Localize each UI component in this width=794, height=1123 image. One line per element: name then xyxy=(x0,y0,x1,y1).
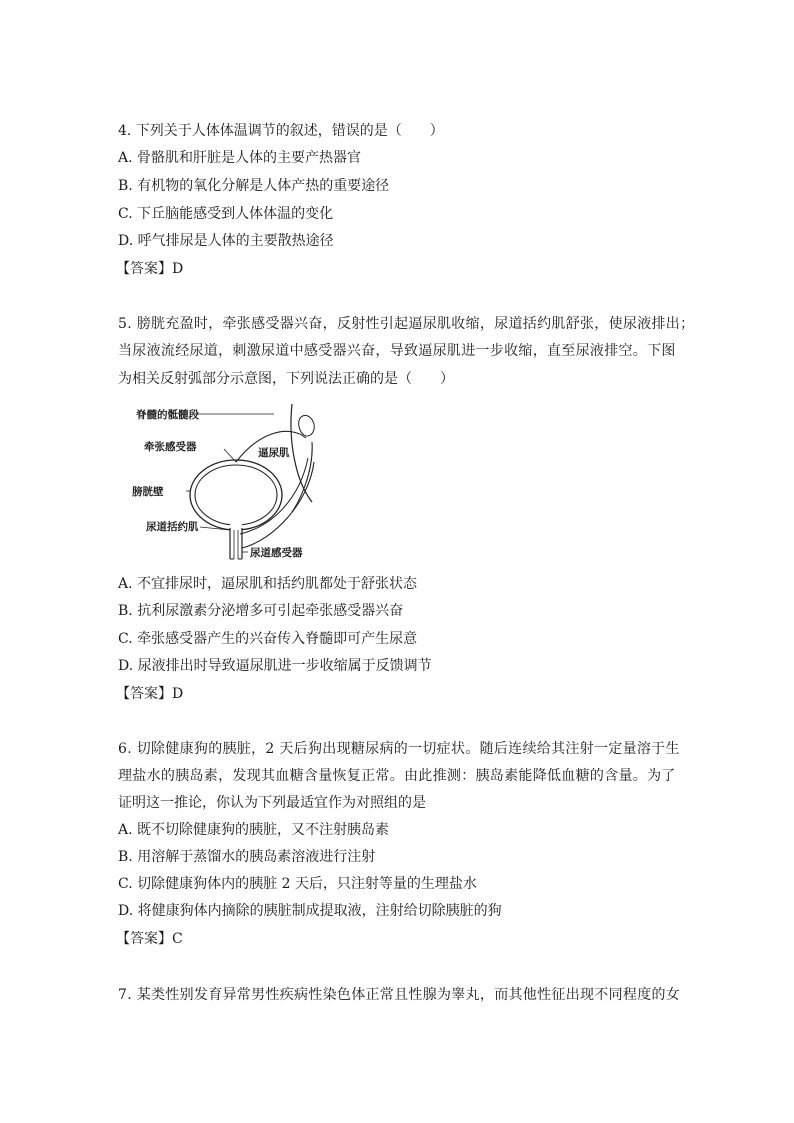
question-5-stem-line-2: 当尿液流经尿道，刺激尿道中感受器兴奋，导致逼尿肌进一步收缩，直至尿液排空。下图 xyxy=(118,343,676,359)
question-5-option-b: B. 抗利尿激素分泌增多可引起牵张感受器兴奋 xyxy=(118,603,404,619)
question-4-option-a: A. 骨骼肌和肝脏是人体的主要产热器官 xyxy=(118,150,362,166)
question-6-answer: 【答案】C xyxy=(116,931,183,947)
label-urethral-sphincter: 尿道括约肌 xyxy=(146,521,199,533)
sphincter-fibre xyxy=(240,458,308,534)
question-5-stem-line-1: 5. 膀胱充盈时，牵张感受器兴奋，反射性引起逼尿肌收缩，尿道括约肌舒张，使尿液排出； xyxy=(118,316,695,332)
question-4-option-b: B. 有机物的氧化分解是人体产热的重要途径 xyxy=(118,178,390,194)
question-5-option-c: C. 牵张感受器产生的兴奋传入脊髓即可产生尿意 xyxy=(118,631,418,647)
label-urethral-receptor: 尿道感受器 xyxy=(250,547,303,559)
question-5-option-a: A. 不宜排尿时，逼尿肌和括约肌都处于舒张状态 xyxy=(118,576,418,592)
question-6-option-c: C. 切除健康狗体内的胰脏 2 天后，只注射等量的生理盐水 xyxy=(118,876,477,892)
question-5-stem-line-3: 为相关反射弧部分示意图，下列说法正确的是（ ） xyxy=(118,371,454,387)
question-4-answer: 【答案】D xyxy=(116,261,184,277)
spinal-cord-outline xyxy=(291,404,312,502)
question-6-option-b: B. 用溶解于蒸馏水的胰岛素溶液进行注射 xyxy=(118,849,376,865)
label-detrusor: 逼尿肌 xyxy=(258,447,290,459)
question-6-stem-line-3: 证明这一推论，你认为下列最适宜作为对照组的是 xyxy=(118,795,426,811)
label-bladder-wall: 膀胱壁 xyxy=(132,486,164,498)
question-6-stem-line-1: 6. 切除健康狗的胰脏，2 天后狗出现糖尿病的一切症状。随后连续给其注射一定量溶于生 xyxy=(118,741,680,757)
question-4-option-d: D. 呼气排尿是人体的主要散热途径 xyxy=(118,233,334,249)
reflex-arc-diagram xyxy=(124,402,324,562)
question-7-stem-line-1: 7. 某类性别发育异常男性疾病性染色体正常且性腺为睾丸，而其他性征出现不同程度的女 xyxy=(118,987,681,1003)
bladder-outer-wall xyxy=(190,460,282,530)
question-5-option-d: D. 尿液排出时导致逼尿肌进一步收缩属于反馈调节 xyxy=(118,658,432,674)
question-6-option-a: A. 既不切除健康狗的胰脏，又不注射胰岛素 xyxy=(118,822,390,838)
question-4-option-c: C. 下丘脑能感受到人体体温的变化 xyxy=(118,206,334,222)
question-5-answer: 【答案】D xyxy=(116,686,184,702)
label-spinal-sacral-segment: 脊髓的骶髓段 xyxy=(136,409,199,421)
question-6-stem-line-2: 理盐水的胰岛素，发现其血糖含量恢复正常。由此推测：胰岛素能降低血糖的含量。为了 xyxy=(118,768,676,784)
question-4-stem: 4. 下列关于人体体温调节的叙述，错误的是（ ） xyxy=(118,123,444,139)
bladder-inner-wall xyxy=(195,465,277,525)
label-stretch-receptor: 牵张感受器 xyxy=(144,441,197,453)
spinal-loop xyxy=(299,415,315,436)
question-6-option-d: D. 将健康狗体内摘除的胰脏制成提取液，注射给切除胰脏的狗 xyxy=(118,903,502,919)
